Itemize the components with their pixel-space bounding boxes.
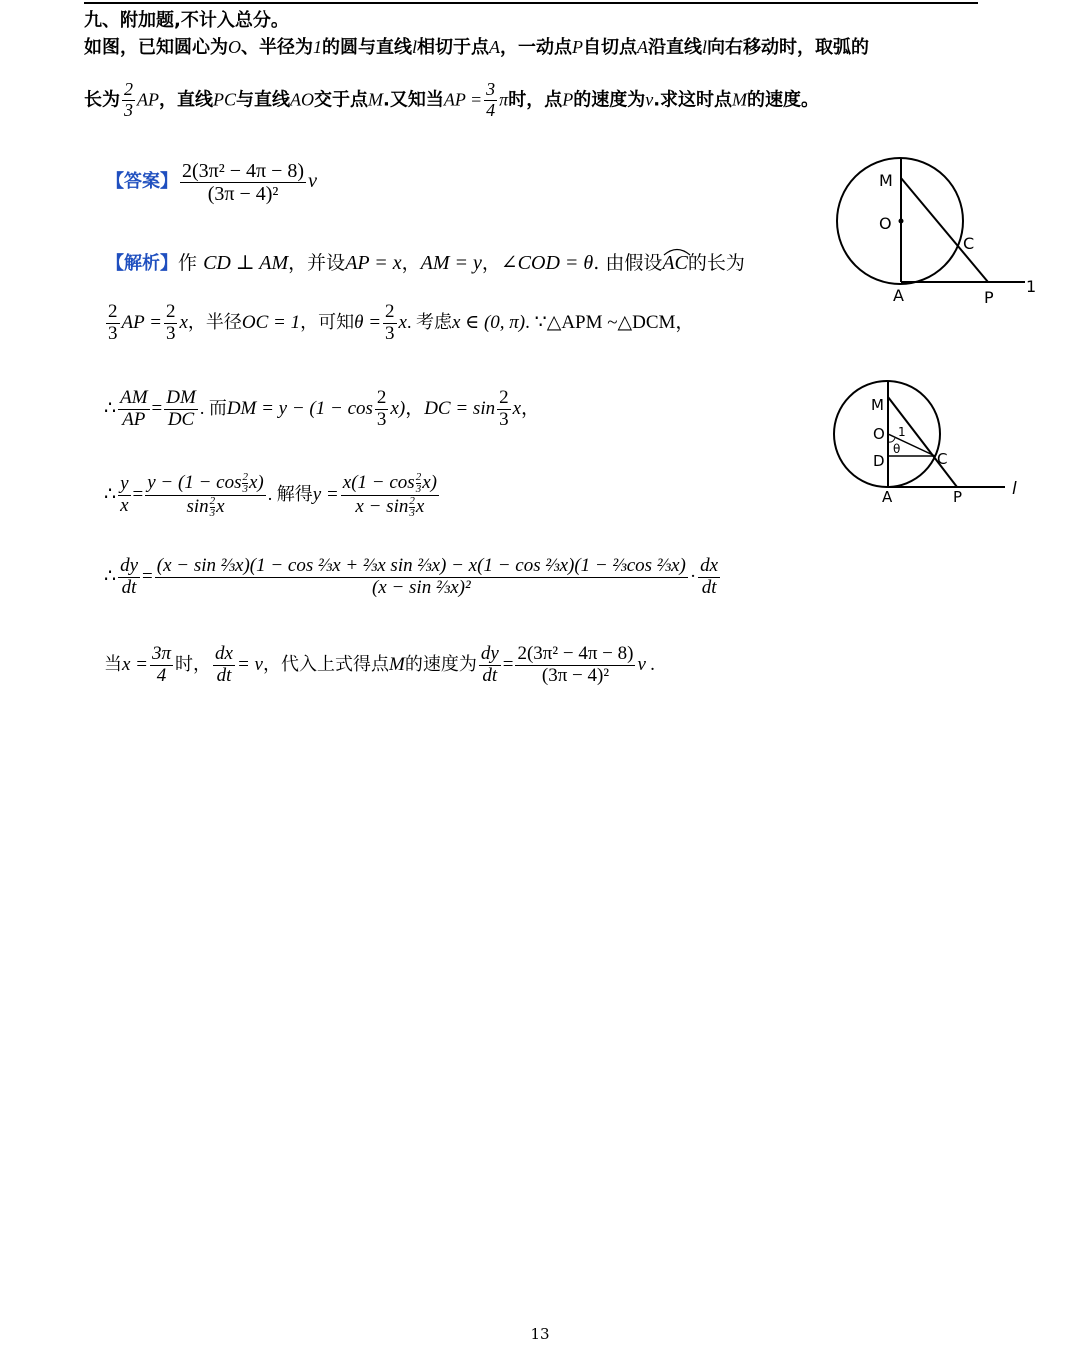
num-text: x) (422, 471, 437, 493)
numerator: y (120, 473, 129, 495)
numerator: DM (166, 387, 196, 408)
numerator: 2(3π² − 4π − 8) (517, 643, 634, 664)
var-A: A (489, 37, 501, 57)
den-text: x (216, 495, 225, 517)
fraction-3pi-4 (150, 644, 173, 687)
label-l: 1 (1026, 277, 1037, 296)
label-theta: θ (893, 442, 901, 456)
problem-text: 与直线 (236, 89, 291, 111)
var-M: M (368, 89, 384, 110)
var-P: P (562, 89, 574, 110)
denominator: 3 (242, 483, 248, 495)
solution-text: . 由假设 (593, 252, 663, 274)
denominator: (3π − 4)² (541, 664, 610, 686)
problem-text: 向右移动时，取弧的 (707, 37, 870, 58)
solution-text: ， (521, 397, 541, 419)
numerator: 2(3π² − 4π − 8) (182, 160, 305, 182)
numerator: 2 (409, 495, 415, 507)
denominator: 4 (156, 664, 167, 686)
den-text: x (415, 495, 425, 517)
numerator (145, 472, 266, 496)
fraction-expr-2 (341, 472, 439, 519)
denominator: dt (216, 664, 232, 686)
label-O: O (873, 425, 885, 443)
problem-text: 、半径为 (241, 37, 313, 58)
math-expr: ∠COD = θ (500, 252, 594, 274)
denominator: dt (701, 576, 717, 598)
therefore-symbol: ∴ (104, 397, 117, 419)
fraction-3-4 (484, 80, 497, 121)
problem-text: 的速度。 (747, 89, 820, 111)
therefore-symbol: ∴ (104, 565, 117, 587)
problem-text: 长为 (84, 89, 120, 111)
fraction-2-3 (383, 302, 397, 345)
var-l: l (412, 37, 418, 57)
denominator: 3 (409, 507, 415, 519)
solution-text: 当 (104, 653, 122, 674)
fraction-DM-DC (164, 388, 198, 431)
page-number: 13 (530, 1325, 550, 1343)
fraction-result (515, 644, 635, 687)
fraction-2-3 (122, 80, 135, 121)
solution-line-5: ∴ $\frac{dy}{dt}$ = (x − sin ⅔x)(1 − cos ⅔x + ⅔x sin ⅔x) − x(1 − cos ⅔x)(1 − ⅔cos ⅔x) (x − sin ⅔x)² · $\frac{dx}{dt}$ (104, 555, 719, 598)
denominator: 3 (385, 322, 395, 344)
solution-line-2 (104, 302, 694, 345)
small-fraction (210, 496, 216, 519)
numerator: dx (215, 643, 233, 664)
var-A: A (637, 37, 649, 57)
math-expr: x ∈ (0, π) (451, 311, 526, 333)
fraction-expr-1 (145, 472, 266, 519)
solution-text: ， (481, 252, 501, 274)
denominator: 3 (108, 322, 118, 344)
math-expr: v . (637, 653, 656, 675)
small-fraction (416, 472, 422, 495)
num-text: x) (248, 471, 264, 493)
var-pi: π (499, 89, 509, 110)
numerator: 2 (209, 495, 216, 507)
solution-text: ， (401, 252, 421, 274)
fraction-dx-dt (213, 644, 235, 687)
problem-text: ，直线 (159, 89, 213, 111)
problem-line-2 (84, 80, 819, 121)
solution-line-4: ∴ $\frac{y}{x}$ = y − (1 − cos $\frac{2}{3}$ x) sin $\frac{2}{3}$ x . 解得y = x(1 − cos $\frac{2}{3}$ x) x − sin $\frac{2}{3}$ x (104, 471, 437, 519)
var-AO: AO (290, 89, 315, 110)
numerator: (x − sin ⅔x)(1 − cos ⅔x + ⅔x sin ⅔x) − x(1 − cos ⅔x)(1 − ⅔cos ⅔x) (156, 555, 686, 576)
math-expr: OC = 1 (241, 311, 301, 333)
denominator: 3 (165, 322, 176, 344)
numerator: dy (120, 555, 139, 576)
math-expr: . ∵△APM ~△DCM， (525, 311, 695, 333)
numerator: 2 (376, 387, 387, 408)
solution-line-1 (106, 248, 745, 275)
figure-2-diagram (830, 370, 1040, 510)
denominator (341, 496, 439, 519)
label-1: 1 (898, 425, 906, 439)
solution-text: ，并设 (288, 252, 346, 274)
answer-label: 【答案】 (106, 171, 178, 193)
fraction-derivative (155, 556, 688, 599)
numerator: 2 (108, 301, 118, 322)
numerator: AM (120, 387, 148, 408)
num-text: y − (1 − cos (147, 471, 242, 493)
fraction-dy-dt (479, 644, 501, 687)
center-dot (899, 219, 904, 224)
fraction-2-3 (106, 302, 120, 345)
numerator: 2 (124, 79, 133, 99)
section-title: 九、附加题,不计入总分。 (84, 10, 289, 31)
var-P: P (572, 37, 584, 57)
var-AP-eq: AP = (443, 89, 483, 110)
label-A: A (882, 488, 893, 506)
problem-text: 相切于点 (417, 37, 490, 58)
numerator: 3π (152, 643, 172, 664)
label-A: A (893, 286, 904, 305)
problem-line-1 (84, 36, 869, 59)
num-text: x(1 − cos (342, 471, 415, 493)
solution-text: . 考虑 (406, 311, 452, 332)
math-expr: x (398, 311, 407, 333)
var-v: v (645, 89, 654, 110)
arc-label: AC (662, 252, 688, 274)
answer-fraction (180, 160, 306, 205)
solution-text: 的长为 (687, 252, 745, 274)
label-P: P (953, 488, 963, 506)
numerator: 2 (499, 387, 509, 408)
solution-text: ，半径 (187, 311, 242, 332)
denominator: DC (167, 408, 195, 430)
solution-text: 的速度为 (404, 653, 477, 674)
math-expr: x (512, 397, 522, 419)
math-expr: CD ⊥ AM (203, 252, 289, 274)
solution-text: ，可知 (300, 311, 355, 332)
fraction-2-3 (375, 388, 389, 431)
var-O: O (228, 37, 241, 57)
label-C: C (963, 234, 975, 253)
fraction-2-3 (497, 388, 511, 431)
denominator: x (120, 495, 129, 516)
var-PC: PC (213, 89, 237, 110)
label-C: C (937, 450, 948, 468)
var-1: 1 (313, 37, 322, 57)
math-expr: DC = sin (424, 397, 496, 419)
math-expr: AM = y (420, 252, 482, 274)
numerator: 3 (486, 79, 496, 99)
denominator: 3 (415, 483, 422, 495)
denominator: dt (121, 576, 137, 598)
math-expr: x) (390, 397, 406, 419)
numerator: 2 (242, 471, 248, 483)
therefore-symbol: ∴ (104, 483, 117, 505)
solution-text: 时， (175, 653, 212, 674)
math-expr: θ = (354, 311, 382, 333)
fraction-dx-dt (698, 556, 720, 599)
label-O: O (879, 214, 892, 233)
var-AP: AP (137, 89, 159, 110)
top-rule (84, 2, 978, 4)
numerator: 2 (165, 301, 176, 322)
math-expr: AP = x (345, 252, 402, 274)
math-expr: DM = y − (1 − cos (226, 397, 373, 419)
arc-AC (662, 252, 688, 274)
denominator: (x − sin ⅔x)² (371, 576, 471, 598)
denominator: AP (122, 408, 146, 430)
answer-line (106, 160, 317, 205)
denominator: dt (482, 664, 498, 686)
problem-text: .求这时点 (653, 89, 733, 111)
solution-text: . 解得 (267, 483, 313, 504)
fraction-y-x (118, 474, 130, 517)
math-expr: = (502, 653, 514, 675)
den-text: sin (186, 495, 209, 517)
problem-text: 如图，已知圆心为 (84, 37, 228, 58)
math-expr: x = (122, 653, 149, 675)
numerator (341, 472, 439, 496)
denominator: 3 (124, 99, 133, 120)
solution-text: . 而 (199, 397, 227, 418)
small-fraction (409, 496, 415, 519)
problem-text: .又知当 (383, 89, 444, 111)
solution-line-3: ∴ $\frac{AM}{AP}$ = $\frac{DM}{DC}$ . 而DM = y − (1 − cos $\frac{2}{3}$ x)，DC = sin $\frac{2}{3}$ x， (104, 387, 541, 430)
label-M: M (879, 171, 893, 190)
numerator: 2 (385, 301, 395, 322)
den-text: x − sin (355, 495, 409, 517)
numerator: 2 (415, 471, 422, 483)
small-fraction (242, 472, 248, 495)
label-D: D (873, 452, 885, 470)
math-expr: AP = (121, 311, 162, 333)
fraction-dy-dt (118, 556, 140, 599)
math-expr: x (179, 311, 188, 333)
var-l: l (702, 37, 708, 57)
var-M: M (732, 89, 748, 110)
solution-line-6 (104, 644, 655, 687)
numerator: dy (480, 643, 499, 664)
var-M: M (389, 653, 405, 675)
math-expr: y = (312, 483, 339, 505)
problem-text: 的速度为 (573, 89, 646, 111)
arc-mark (662, 246, 692, 256)
figure-1-diagram (830, 150, 1040, 310)
problem-text: 时，点 (508, 89, 563, 111)
problem-text: 沿直线 (648, 37, 703, 58)
label-l: l (1012, 479, 1017, 499)
problem-text: ，一动点 (500, 37, 573, 58)
math-expr: = v (236, 653, 263, 675)
problem-text: 交于点 (314, 89, 369, 111)
denominator: 3 (376, 408, 387, 430)
solution-text: 作 (178, 252, 198, 274)
label-M: M (871, 396, 884, 414)
problem-text: 的圆与直线 (322, 37, 412, 58)
label-P: P (984, 288, 994, 307)
solution-label: 【解析】 (106, 253, 178, 274)
fraction-2-3 (164, 302, 178, 345)
denominator: (3π − 4)² (207, 183, 279, 205)
denominator (145, 496, 266, 519)
denominator: 4 (486, 99, 496, 120)
solution-text: ， (405, 397, 425, 419)
var-v: v (308, 170, 317, 193)
problem-text: 自切点 (583, 37, 638, 58)
denominator: 3 (209, 507, 216, 519)
denominator: 3 (499, 408, 509, 430)
solution-text: ，代入上式得点 (263, 653, 389, 674)
fraction-AM-AP (118, 388, 149, 431)
numerator: dx (700, 555, 719, 576)
